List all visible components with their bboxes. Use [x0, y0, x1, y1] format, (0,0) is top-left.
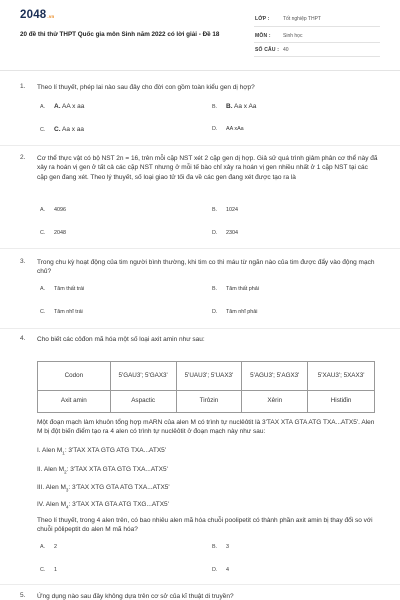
table-cell: 5'GAU3'; 5'GAX3' — [110, 362, 176, 391]
table-cell: Tirôzin — [176, 391, 242, 413]
table-cell: Xêrin — [242, 391, 308, 413]
question-text: Cơ thể thực vật có bộ NST 2n = 16, trên mỗi cặp NST xét 2 cặp gen dị hợp. Giả sử quá trình giảm phân cơ thể này đã xảy ra hoán vị gen ở tất cả các cặp NST nhưng ở mỗi tế bào chỉ xảy ra hoán vị gen nhiều nhất ở 1 cặp NST tại các cặp gen đang xét. Theo lý thuyết, số loại giao tử tối đa về các gen đang xét được tạo ra là — [37, 155, 378, 181]
table-row — [38, 362, 375, 391]
allele-line: III. Alen $M_3$: 3'TAX XTG GTA ATG TXA...ATX5' — [37, 484, 170, 493]
question-divider — [0, 248, 400, 249]
question-number: 4. — [20, 335, 26, 342]
option-b[interactable]: B. B. Aa x Aa — [212, 103, 257, 110]
codon-table — [37, 361, 375, 413]
option-a[interactable]: A. A. AA x aa — [40, 103, 85, 110]
question-paragraph: Một đoạn mạch làm khuôn tổng hợp mARN của alen M có trình tự nuclêôtit là 3'TAX XTA GTA ATG TXA...ATX5'. Alen M bị đột biến điểm tạo ra 4 alen có trình tự nuclêôtit ở đoạn mạch này như sau: — [37, 419, 375, 436]
question-number: 2. — [20, 154, 26, 161]
allele-line: I. Alen $M_1$: 3'TAX XTA GTG ATG TXA...ATX5' — [37, 447, 167, 456]
question-text: Cho biết các côđon mã hóa một số loại axit amin như sau: — [37, 336, 205, 343]
table-cell: Axit amin — [38, 391, 111, 413]
document-title: 20 đề thi thử THPT Quốc gia môn Sinh năm 2022 có lời giải - Đề 18 — [20, 31, 220, 38]
option-d[interactable]: D. AA xAa — [212, 126, 244, 132]
meta-divider — [254, 26, 380, 27]
question-text: Theo lí thuyết, phép lai nào sau đây cho đời con gồm toàn kiểu gen dị hợp? — [37, 84, 255, 91]
question-number: 1. — [20, 83, 26, 90]
table-cell: 5'XAU3'; 5XAX3' — [308, 362, 375, 391]
question-number: 3. — [20, 258, 26, 265]
option-d[interactable]: D. Tâm nhĩ phải — [212, 309, 258, 315]
meta-divider — [254, 42, 380, 43]
option-b[interactable]: B. Tâm thất phải — [212, 286, 259, 292]
site-logo[interactable]: 2048.vn — [20, 9, 55, 21]
table-row — [38, 391, 375, 413]
allele-line: IV. Alen $M_4$: 3'TAX XTA GTA ATG TXG...ATX5' — [37, 501, 169, 510]
option-d[interactable]: D. 2304 — [212, 230, 238, 236]
question-text: Ứng dụng nào sau đây không dựa trên cơ sở của kĩ thuật di truyền? — [37, 593, 234, 600]
option-c[interactable]: C. Tâm nhĩ trái — [40, 309, 83, 315]
option-a[interactable]: A. 4096 — [40, 207, 66, 213]
option-d[interactable]: D. 4 — [212, 567, 229, 573]
option-b[interactable]: B. 1024 — [212, 207, 238, 213]
question-divider — [0, 328, 400, 329]
question-divider — [0, 584, 400, 585]
document-header: 2048.vn 20 đề thi thử THPT Quốc gia môn Sinh năm 2022 có lời giải - Đề 18 LỚP : Tốt nghiệp THPT MÔN : Sinh học SỐ CÂU : 40 — [0, 0, 400, 70]
table-cell: Codon — [38, 362, 111, 391]
table-cell: 5'AGU3'; 5'AGX3' — [242, 362, 308, 391]
question-number: 5. — [20, 592, 26, 599]
option-c[interactable]: C. 1 — [40, 567, 57, 573]
option-b[interactable]: B. 3 — [212, 544, 229, 550]
header-divider — [0, 70, 400, 71]
table-cell: Aspactic — [110, 391, 176, 413]
meta-divider — [254, 56, 380, 57]
table-cell: Histiđin — [308, 391, 375, 413]
option-a[interactable]: A. 2 — [40, 544, 57, 550]
option-c[interactable]: C. C. Aa x aa — [40, 126, 85, 133]
option-c[interactable]: C. 2048 — [40, 230, 66, 236]
allele-line: II. Alen $M_2$: 3'TAX XTA GTA GTG TXA...ATX5' — [37, 466, 168, 475]
question-divider — [0, 145, 400, 146]
table-cell: 5'UAU3'; 5'UAX3' — [176, 362, 242, 391]
option-a[interactable]: A. Tâm thất trái — [40, 286, 85, 292]
question-paragraph: Theo lí thuyết, trong 4 alen trên, có bao nhiêu alen mã hóa chuỗi poolipetit có thành phần axit amin bị thay đổi so với chuỗi pôlipeptit do alen M mã hóa? — [37, 517, 373, 534]
question-text: Trong chu kỳ hoạt động của tim người bình thường, khi tim co thì máu từ ngăn nào của tim được đẩy vào động mạch chủ? — [37, 259, 375, 276]
